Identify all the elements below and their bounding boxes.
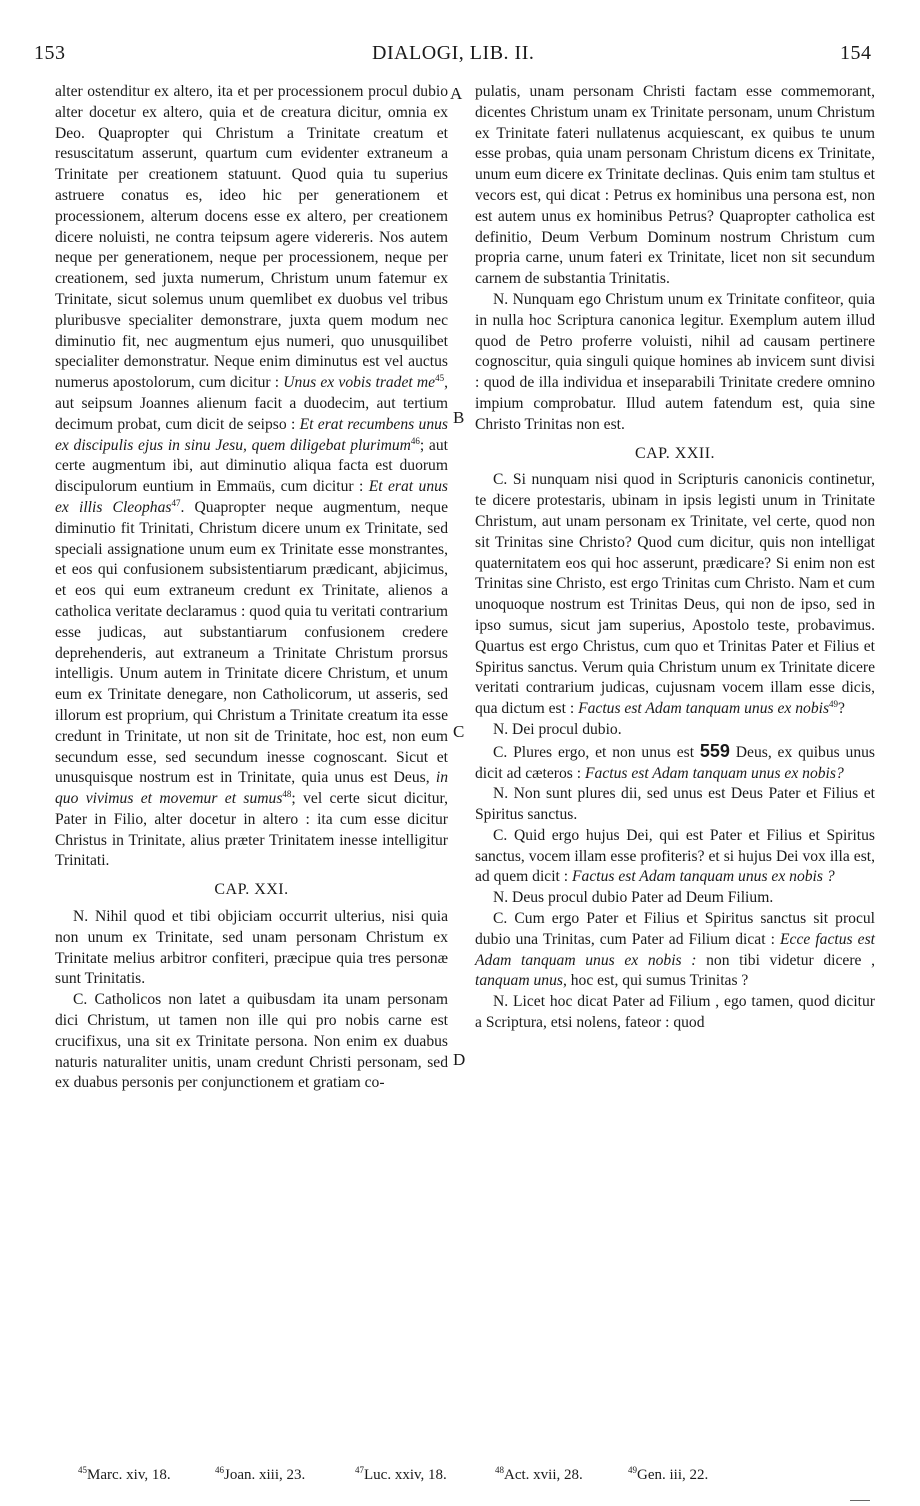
paragraph: N. Nunquam ego Christum unum ex Trinitate confiteor, quia in nulla hoc Scriptura canonica legitur. Exemplum autem illud quod de Petro proferre voluisti, nihil ad causam pertinere cognoscitur, quia singuli quique homines ab invicem sunt divisi : quod de illa individua et inseparabili Trinitate credere omnino impium comprobatur. Illud autem fatendum est, quia sine Christo Trinitas non est. [475,290,875,433]
text-run: Deus, ex quibus unus dicit ad cæteros : [475,743,875,782]
text-run: ; vel certe sicut dicitur, Pater in Filio, alter docetur in altero : ita cum esse dicitur Christus in Trinitate, alius præter Trinitatem inesse intelligitur Trinitati. [55,790,448,870]
footnote-ref: 47 [171,497,181,508]
footnote-mark: 46 [215,1465,224,1475]
left-column [55,82,448,1094]
footnote-text: Act. xvii, 28. [504,1467,583,1483]
text-run: non tibi videtur dicere , [706,951,875,969]
page-number-left: 153 [34,42,66,64]
divider [850,1500,870,1501]
margin-letter-d: D [453,1050,466,1069]
scripture-quote: Factus est Adam tanquam unus ex nobis [578,700,830,718]
chapter-heading: CAP. XXII. [634,444,716,462]
footnote-text: Joan. xiii, 23. [224,1467,306,1483]
right-column [475,82,875,1034]
paragraph [475,470,875,720]
footnote [215,1467,305,1484]
footnote-ref: 49 [829,698,839,709]
text-run: C. Cum ergo Pater et Filius et Spiritus sanctus sit procul dubio una Trinitas, cum Pater ad Filium dicat : [475,910,875,948]
text-run: ? [838,700,845,718]
scripture-quote: Factus est Adam tanquam unus ex nobis ? [572,868,835,886]
scripture-quote: Ecce factus est Adam tanquam unus ex nobis : [475,930,875,969]
text-run: C. Si nunquam nisi quod in Scripturis canonicis continetur, te dicere protestaris, ubinam in ipsis legisti unum in Trinitate Christum, aut unam personam ex Trinitate, vel certe, quod non sit Trinitas sine Christo? Quod cum dicitur, quis non intelligat quaternitatem eos qui hoc asserunt, prædicare? Si enim non est Trinitas sine Christo, est ergo Trinitas cum Christo. Nam et cum unoquoque nostrum est Trinitas Deus, qui non de ipso, sed in ipso sumus, sicut jam superius, Apostolo teste, probavimus. Quartus est ergo Christus, cum quo et Trinitas Pater et Filius et Spiritus sanctus. Verum quia Christum unum ex Trinitate dicere veritati contrarium judicas, cujusnam vocem illam esse dicis, qua dictum est : [475,471,875,718]
footnote-mark: 47 [355,1465,364,1475]
paragraph: N. Non sunt plures dii, sed unus est Deus Pater et Filius et Spiritus sanctus. [475,785,875,824]
paragraph [475,741,875,785]
column-number: 559 [699,740,730,761]
footnote [495,1467,583,1484]
paragraph: C. Catholicos non latet a quibusdam ita unam personam dici Christum, ut tamen non ille qui pro nobis carne est crucifixus, una sit ex Trinitate persona. Non enim ex duabus naturis naturaliter unitis, unam credunt Christi personam, sed ex duabus personis per conjunctionem et gratiam co- [55,991,448,1092]
footnote [628,1467,708,1484]
paragraph: N. Nihil quod et tibi objiciam occurrit ulterius, nisi quia non unum ex Trinitate, sed unam personam Christum ex Trinitate melius arbitror confiteri, præcipue quia tres personæ sunt Trinitatis. [55,908,448,988]
running-title: DIALOGI, LIB. II. [372,42,535,64]
paragraph [55,82,448,872]
text-run: . Quapropter neque augmentum, neque diminutio fit Trinitati, Christum dicere unum ex Trinitate, sed speciali assignatione unum eum ex Trinitate esse monstrantes, et eos qui confusionem subsistentiarum prædicant, abjicimus, et eos qui eum extraneum credunt ex Trinitate, alienos a catholica veritate declaramus : quod quia tu veritati contrarium esse judicas, aut substantiarum confusionem credere deprehenderis, aut extraneum a Trinitate Christum prorsus intelligis. Unum autem in Trinitate dicere Christum, et unum eum ex Trinitate denegare, non Catholicorum, ut asseris, sed illorum est proprium, qui Christum a Trinitate creatum ita esse credunt in Trinitate, ut non sit de Trinitate, hoc est, non eum secundum esse, sed secundum inesse cognoscant. Sicut et unusquisque nostrum est in Trinitate, quia unus est Deus, [55,498,448,787]
paragraph: N. Licet hoc dicat Pater ad Filium , ego tamen, quod dicitur a Scriptura, etsi nolens, fateor : quod [475,993,875,1032]
paragraph [475,826,875,888]
text-run: , hoc est, qui sumus Trinitas ? [562,972,749,990]
margin-letter-a: A [450,84,463,103]
footnote [355,1467,447,1484]
footnote-text: Gen. iii, 22. [637,1467,709,1483]
paragraph: N. Deus procul dubio Pater ad Deum Filium. [493,889,774,907]
page-number-right: 154 [840,42,872,64]
scripture-quote: tanquam unus [475,972,563,990]
text-run: ; aut certe augmentum ibi, aut diminutio aliqua facta est duorum discipulorum euntium in Emmaüs, cum dicitur : [55,436,448,496]
paragraph: pulatis, unam personam Christi factam esse commemorant, dicentes Christum unam ex Trinitate personam, unum Christum ex Trinitate fateri nullatenus acquiescant, ex quibus te unum esse probas, quia unam personam Christum dicens ex Trinitate, unum eum dicere ex Trinitate declinas. Quis enim tam stultus et vecors est, qui dicat : Petrus ex hominibus una persona est, non est autem unus ex hominibus Petrus? Quapropter catholica est definitio, Deum Verbum Dominum nostrum Christum cum propria carne, unum fateri ex Trinitate, licet non sit secundum carnem de substantia Trinitatis. [475,83,875,288]
footnote-ref: 45 [435,372,445,383]
scripture-quote: Et erat unus ex illis Cleophas [55,478,449,516]
footnote-mark: 48 [495,1465,504,1475]
margin-letter-c: C [453,722,465,741]
scripture-quote: Unus ex vobis tradet me [283,374,436,392]
text-run: C. Quid ergo hujus Dei, qui est Pater et Filius et Spiritus sanctus, vocem illam esse profiteris? et si hujus Dei vox illa est, ad quem dicit : [475,826,875,886]
footnote-text: Luc. xxiv, 18. [364,1467,447,1483]
footnote [78,1467,171,1484]
text-run: C. Plures ergo, et non unus est [493,743,695,761]
footnote-mark: 49 [628,1465,637,1475]
text-run: , aut seipsum Joannes alienum facit a duodecim, aut tertium decimum probat, cum dicit de seipso : [55,374,448,433]
scripture-quote: in quo vivimus et movemur et sumus [55,769,448,808]
footnote-mark: 45 [78,1465,87,1475]
paragraph: N. Dei procul dubio. [493,720,622,738]
text-run: alter ostenditur ex altero, ita et per processionem procul dubio alter docetur ex altero, quia et de creatura dicitur, omnia ex Deo. Quapropter qui Christum a Trinitate creatum et resuscitatum asserunt, quartum cum evidenter extraneum a Trinitate per creationem statuunt. Quod quia tu superius astruere conatus es, ideo hic per generationem et processionem, alterum docens esse ex altero, per creationem dicere noluisti, ne contra teipsum agere videreris. Nos autem neque per generationem, neque per processionem, neque per creationem, sed juxta numerum, Christum unum fatemur ex Trinitate, sicut solemus unum quemlibet ex duobus vel tribus pluribusve specialiter demonstrare, juxta quem modum nec diminutio fit, nec augmentum ejus numeri, quo unusquilibet specialiter demonstratur. Neque enim diminutus est vel auctus numerus apostolorum, cum dicitur : [55,83,448,392]
scripture-quote: Et erat recumbens unus ex discipulis ejus in sinu Jesu, quem diligebat plurimum [55,415,448,454]
chapter-heading: CAP. XXI. [214,881,289,899]
paragraph [475,909,875,992]
running-header [0,42,920,72]
footnote-text: Marc. xiv, 18. [87,1467,171,1483]
margin-letter-b: B [453,408,465,427]
scripture-quote: Factus est Adam tanquam unus ex nobis? [585,764,844,782]
footnote-ref: 46 [410,435,420,446]
footnote-ref: 48 [282,788,292,799]
